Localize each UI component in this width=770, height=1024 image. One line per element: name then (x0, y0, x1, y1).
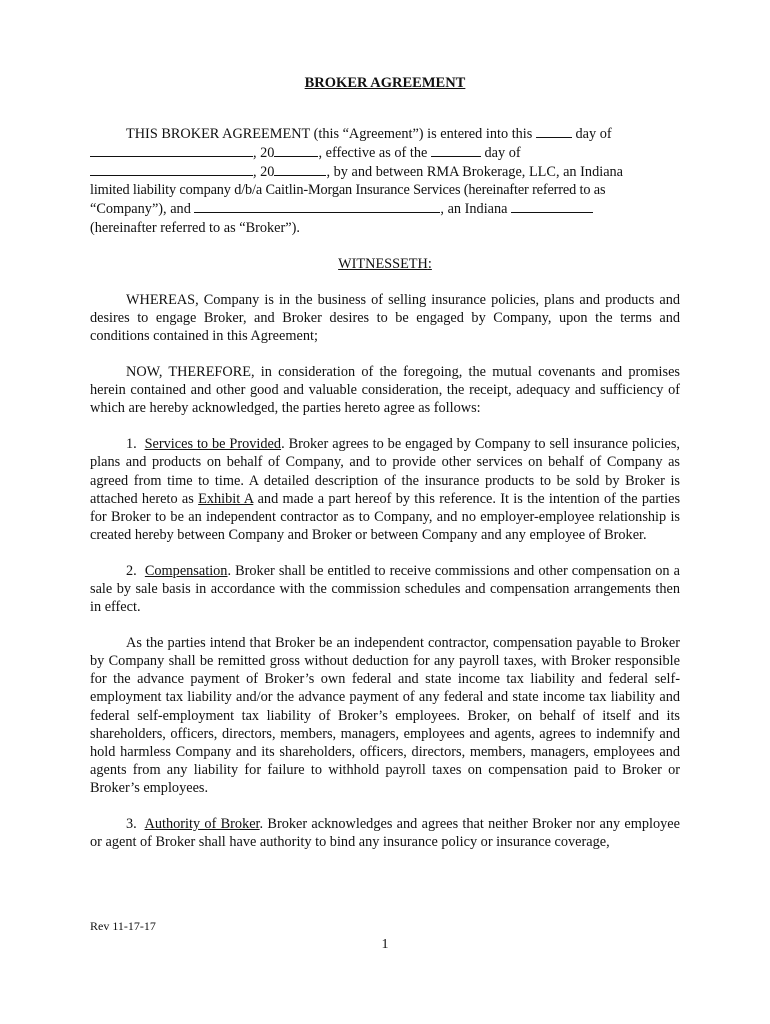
intro-text: , 20 (253, 145, 275, 162)
revision-label: Rev 11-17-17 (90, 919, 156, 933)
intro-text: , by and between RMA Brokerage, LLC, an Indiana (326, 164, 624, 181)
section-text: and made a part hereof by this reference. It is the intention of the parties for Broker to be an independent contractor as to Company, and no employer-employee relationship is created hereby between Company and Broker or between Company and any employee of Broker. (90, 490, 681, 543)
section-number: 2. (126, 562, 137, 579)
section-number: 3. (126, 816, 137, 832)
broker-name-blank[interactable] (194, 199, 440, 213)
entity-type-blank[interactable] (511, 199, 593, 213)
intro-line-6: (hereinafter referred to as “Broker”). (90, 219, 300, 236)
intro-line-1 (90, 124, 680, 143)
section-2-compensation (90, 562, 680, 616)
intro-text: , an Indiana (440, 201, 508, 218)
intro-line-2 (90, 143, 680, 162)
intro-paragraph (90, 124, 680, 237)
section-text: . Broker shall be entitled to receive commissions and other compensation on a sale by sale basis in accordance with the commission schedules and compensation arrangements then in effect. (90, 562, 680, 616)
section-heading: Services to be Provided (144, 436, 282, 453)
intro-line-3 (90, 162, 680, 181)
intro-text: day of (484, 145, 521, 162)
intro-text: , 20 (253, 164, 275, 181)
intro-line-5 (90, 199, 680, 218)
section-text: . Broker acknowledges and agrees that neither Broker nor any employee or agent of Broker shall have authority to bind any insurance policy or insurance coverage, (90, 816, 680, 851)
now-therefore-paragraph: NOW, THEREFORE, in consideration of the foregoing, the mutual covenants and promises herein contained and other good and valuable consideration, the receipt, adequacy and sufficiency of which are hereby acknowledged, the parties hereto agree as follows: (90, 364, 680, 417)
intro-text: , effective as of the (318, 145, 428, 162)
month-blank[interactable] (90, 143, 253, 157)
day-blank[interactable] (536, 124, 572, 138)
intro-text: day of (575, 126, 612, 143)
intro-line-4: limited liability company d/b/a Caitlin-Morgan Insurance Services (hereinafter referred to as (90, 182, 606, 199)
section-text: . Broker agrees to be engaged by Company to sell insurance policies, plans and products on behalf of Company, and to provide other services on behalf of Company as agreed from time to time. A detailed description of the insurance products to be sold by Broker is attached hereto as (90, 436, 680, 507)
effective-year-blank[interactable] (274, 162, 326, 176)
year-blank[interactable] (274, 143, 318, 157)
whereas-paragraph: WHEREAS, Company is in the business of selling insurance policies, plans and products and desires to engage Broker, and Broker desires to be engaged by Company, upon the terms and conditions contained in this Agreement; (90, 291, 680, 344)
document-body (90, 74, 680, 869)
witnesseth-heading: WITNESSETH: (338, 255, 432, 272)
section-3-authority (90, 815, 680, 851)
witnesseth-text: WITNESSETH (338, 255, 428, 272)
page-number: 1 (381, 937, 389, 952)
intro-text: THIS BROKER AGREEMENT (this “Agreement”) is entered into this (126, 126, 533, 143)
intro-text: “Company”), and (90, 201, 191, 218)
effective-month-blank[interactable] (90, 162, 253, 176)
document-title: BROKER AGREEMENT (304, 75, 466, 91)
effective-day-blank[interactable] (431, 143, 481, 157)
section-1-services (90, 435, 680, 544)
independent-contractor-paragraph: As the parties intend that Broker be an independent contractor, compensation payable to Broker by Company shall be remitted gross without deduction for any payroll taxes, with Broker responsible for the advance payment of Broker’s own federal and state income tax liability and federal self-employment tax liability and/or the advance payment of any federal and state income tax liability and federal self-employment tax liability of Broker’s employees. Broker, on behalf of itself and its shareholders, officers, directors, members, managers, employees and agents, agrees to indemnify and hold harmless Company and its shareholders, officers, directors, members, managers, employees and agents from any liability for failure to withhold payroll taxes on compensation paid to Broker or Broker’s employees. (90, 635, 680, 796)
section-heading: Authority of Broker (144, 816, 260, 832)
exhibit-a-reference: Exhibit A (198, 490, 254, 507)
section-heading: Compensation (144, 562, 228, 579)
section-number: 1. (126, 436, 137, 453)
